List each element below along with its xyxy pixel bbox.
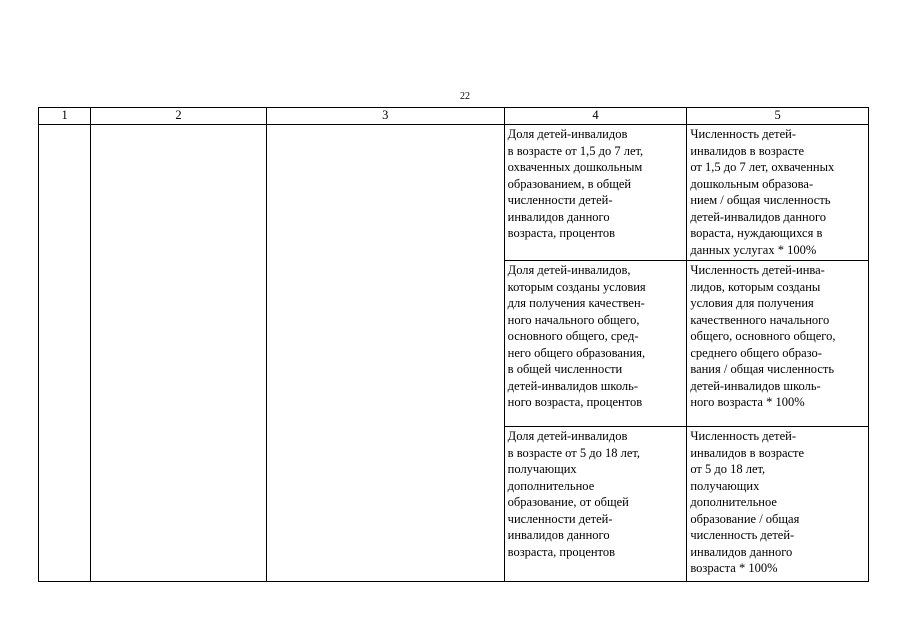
column-header-3: 3 [266,108,504,125]
header-row [39,108,869,125]
indicator-text: Доля детей-инвалидов в возрасте от 1,5 до 7 лет, охваченных дошкольным образованием, в общей численности детей- инвалидов данного возраста, процентов [507,127,644,240]
formula-text: Численность детей- инвалидов в возрасте от 5 до 18 лет, получающих дополнительное образование / общая численность детей- инвалидов данного возраста * 100% [690,429,805,575]
column-header-4: 4 [504,108,687,125]
page-number: 22 [460,91,470,102]
table-row [39,125,869,261]
formula-text: Численность детей-инва- лидов, которым созданы условия для получения качественного начального общего, основного общего, среднего общего образо- вания / общая численность детей-инвалидов школь- ного возраста * 100% [690,263,836,409]
indicator-text: Доля детей-инвалидов, которым созданы условия для получения качествен- ного начального общего, основного общего, сред- него общего образования, в общей численности детей-инвалидов школь- ного возраста, процентов [507,263,646,409]
formula-cell [687,427,869,582]
column-header-1: 1 [39,108,91,125]
column-2-cell [91,125,267,582]
indicator-text: Доля детей-инвалидов в возрасте от 5 до 18 лет, получающих дополнительное образование, от общей численности детей- инвалидов данного возраста, процентов [507,429,641,559]
column-header-2: 2 [91,108,267,125]
formula-text: Численность детей- инвалидов в возрасте от 1,5 до 7 лет, охваченных дошкольным образова- нием / общая численность детей-инвалидов данного вораста, нуждающихся в данных услугах * 100% [690,127,835,257]
indicator-cell [504,125,687,261]
indicator-cell [504,427,687,582]
formula-cell [687,261,869,427]
column-3-cell [266,125,504,582]
indicators-table [38,107,869,582]
indicator-cell [504,261,687,427]
column-header-5: 5 [687,108,869,125]
column-1-cell [39,125,91,582]
formula-cell [687,125,869,261]
